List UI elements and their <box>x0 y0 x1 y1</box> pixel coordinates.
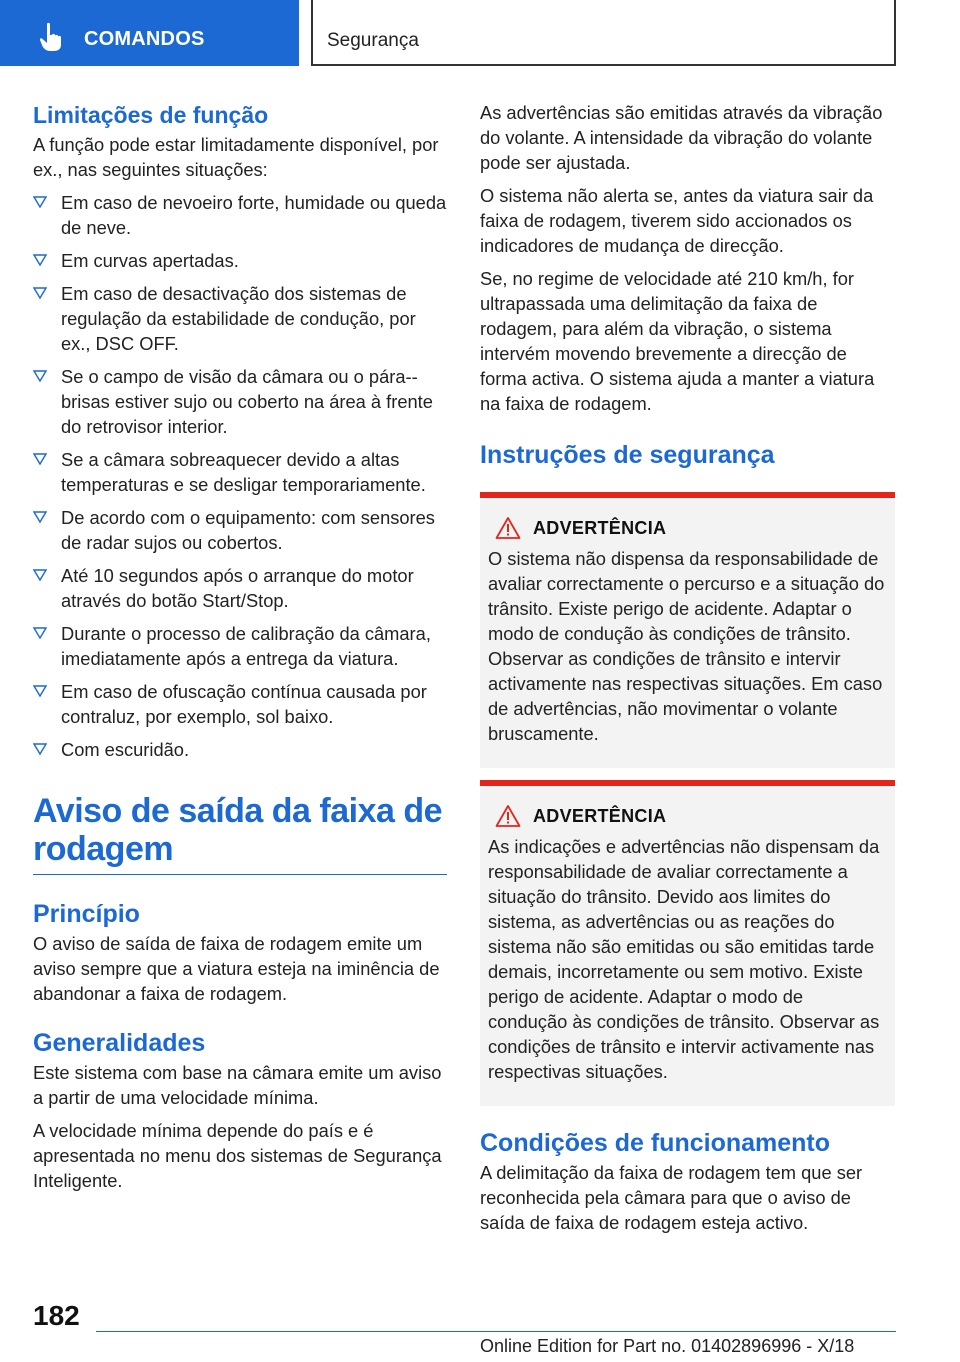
triangle-bullet-icon <box>33 253 47 267</box>
limits-list <box>33 190 447 762</box>
topic-tab-label: Segurança <box>327 30 419 51</box>
limits-intro: A função pode estar limitadamente disponível, por ex., nas seguintes situações: <box>33 134 439 180</box>
list-item: Durante o processo de calibração da câmara, imediatamente após a entrega da viatura. <box>33 621 447 671</box>
triangle-bullet-icon <box>33 568 47 582</box>
list-item: Em caso de ofuscação contínua causada por contraluz, por exemplo, sol baixo. <box>33 679 447 729</box>
page-number: 182 <box>33 1300 80 1331</box>
right-column <box>480 100 895 1243</box>
section-tab-label: COMANDOS <box>84 28 205 50</box>
list-item: De acordo com o equipamento: com sensores de radar sujos ou cobertos. <box>33 505 447 555</box>
section-tab-commands[interactable] <box>0 0 299 66</box>
triangle-bullet-icon <box>33 195 47 209</box>
list-item: Se o campo de visão da câmara ou o pára--brisas estiver sujo ou coberto na área à frente do retrovisor interior. <box>33 364 447 439</box>
footer-edition: Online Edition for Part no. 01402896996 - X/18 <box>480 1336 855 1356</box>
main-heading: Aviso de saída da faixa de rodagem <box>33 792 443 868</box>
general-text-1: Este sistema com base na câmara emite um aviso a partir de uma velocidade mínima. <box>33 1062 442 1108</box>
list-item: Se a câmara sobreaquecer devido a altas temperaturas e se desligar temporariamente. <box>33 447 447 497</box>
limits-heading: Limitações de função <box>33 102 269 128</box>
warning-triangle-icon <box>495 804 521 828</box>
general-heading: Generalidades <box>33 1029 206 1057</box>
triangle-bullet-icon <box>33 452 47 466</box>
triangle-bullet-icon <box>33 286 47 300</box>
vibration-paragraph: As advertências são emitidas através da vibração do volante. A intensidade da vibração do volante pode ser ajustada. <box>480 102 883 173</box>
triangle-bullet-icon <box>33 742 47 756</box>
footer-rule <box>96 1331 896 1332</box>
warning-box <box>480 780 895 1106</box>
topic-tab <box>311 0 896 66</box>
safety-heading: Instruções de segurança <box>480 441 775 469</box>
list-item: Com escuridão. <box>33 737 447 762</box>
triangle-bullet-icon <box>33 684 47 698</box>
warning-text: O sistema não dispensa da responsabilidade de avaliar correctamente o percurso e a situação do trânsito. Existe perigo de acidente. Adaptar o modo de condução às condições de trânsito. Observar as condições de trânsito e intervir activamente nas respectivas situações. Em caso de advertências, não movimentar o volante bruscamente. <box>488 548 885 744</box>
warning-title: ADVERTÊNCIA <box>533 805 667 826</box>
warning-title: ADVERTÊNCIA <box>533 517 667 538</box>
list-item: Até 10 segundos após o arranque do motor através do botão Start/Stop. <box>33 563 447 613</box>
indicator-paragraph: O sistema não alerta se, antes da viatura sair da faixa de rodagem, tiverem sido accionados os indicadores de mudança de direcção. <box>480 185 874 256</box>
list-item: Em caso de nevoeiro forte, humidade ou queda de neve. <box>33 190 447 240</box>
warning-box <box>480 492 895 768</box>
speed-paragraph: Se, no regime de velocidade até 210 km/h, for ultrapassada uma delimitação da faixa de rodagem, para além da vibração, o sistema intervém movendo brevemente a direcção de forma activa. O sistema ajuda a manter a viatura na faixa de rodagem. <box>480 268 875 414</box>
triangle-bullet-icon <box>33 626 47 640</box>
principle-text: O aviso de saída de faixa de rodagem emite um aviso sempre que a viatura esteja na iminência de abandonar a faixa de rodagem. <box>33 933 440 1004</box>
principle-heading: Princípio <box>33 900 140 928</box>
warning-triangle-icon <box>495 516 521 540</box>
pointing-hand-icon <box>38 22 66 52</box>
warning-text: As indicações e advertências não dispensam da responsabilidade de avaliar correctamente a situação do trânsito. Devido aos limites do sistema, as advertências ou as reações do sistema não são emitidas ou são emitidas tarde demais, incorretamente ou sem motivo. Existe perigo de acidente. Adaptar o modo de condução às condições de trânsito. Observar as condições de trânsito e intervir activamente nas respectivas situações. <box>488 836 880 1082</box>
triangle-bullet-icon <box>33 510 47 524</box>
triangle-bullet-icon <box>33 369 47 383</box>
general-text-2: A velocidade mínima depende do país e é apresentada no menu dos sistemas de Segurança Inteligente. <box>33 1120 442 1191</box>
list-item: Em caso de desactivação dos sistemas de regulação da estabilidade de condução, por ex., DSC OFF. <box>33 281 447 356</box>
conditions-text: A delimitação da faixa de rodagem tem que ser reconhecida pela câmara para que o aviso de saída de faixa de rodagem esteja activo. <box>480 1162 863 1233</box>
conditions-heading: Condições de funcionamento <box>480 1129 831 1157</box>
list-item: Em curvas apertadas. <box>33 248 447 273</box>
left-column <box>33 100 447 1201</box>
